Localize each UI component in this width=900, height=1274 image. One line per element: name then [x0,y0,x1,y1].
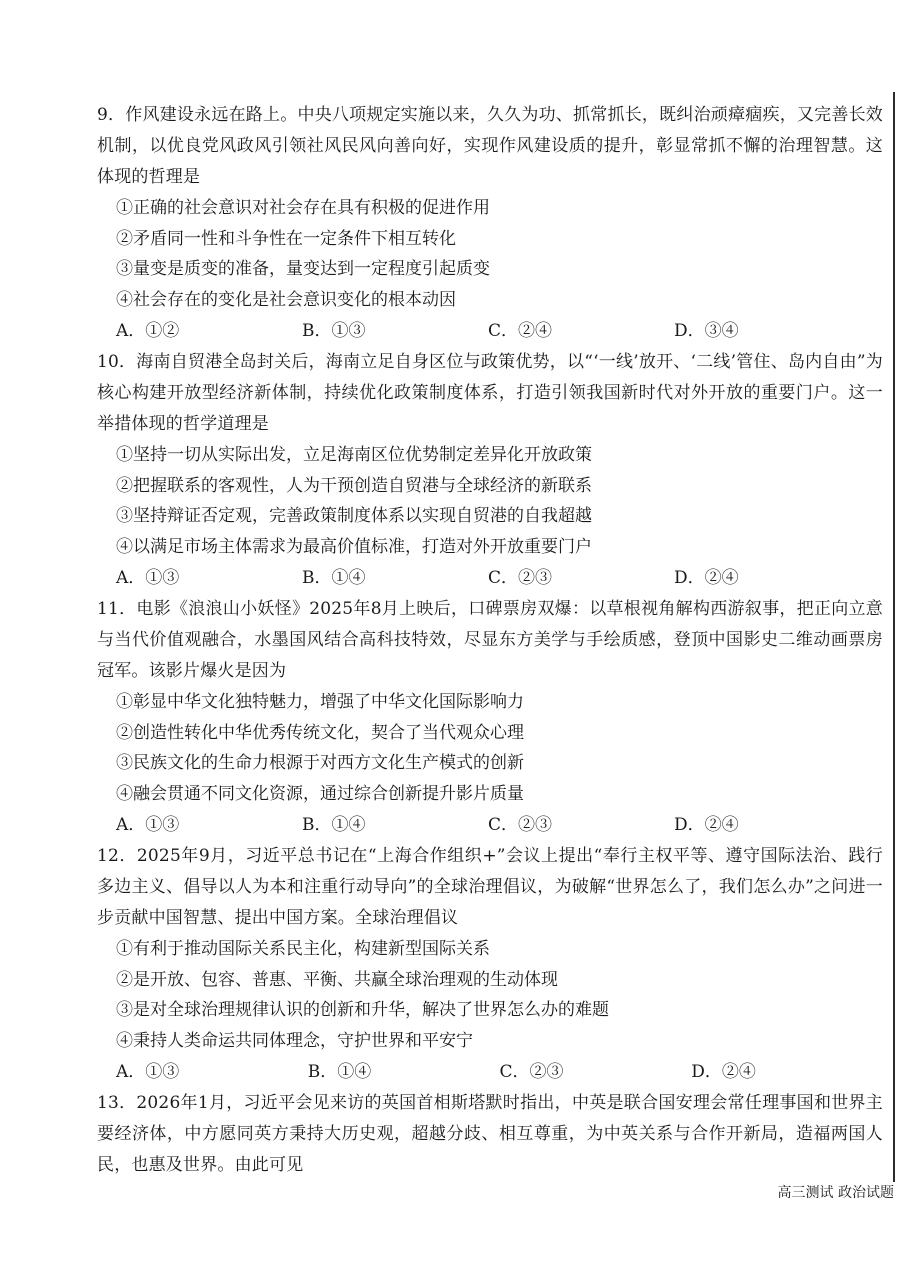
choice-a: A．①③ [116,1062,180,1082]
option-item: ②创造性转化中华优秀传统文化，契合了当代观众心理 [116,722,524,743]
option-item: ①正确的社会意识对社会存在具有积极的促进作用 [116,198,490,218]
option-item: ②把握联系的客观性，人为干预创造自贸港与全球经济的新联系 [116,475,592,496]
option-item: ②是开放、包容、普惠、平衡、共赢全球治理观的生动体现 [116,969,558,990]
option-item: ④秉持人类命运共同体理念，守护世界和平安宁 [116,1030,473,1051]
choice-d: D．③④ [674,321,739,341]
answer-choices [97,315,883,347]
question-13 [97,1088,883,1181]
question-stem: 10．海南自贸港全岛封关后，海南立足自身区位与政策优势，以“‘一线’放开、‘二线’管住、岛内自由”为核心构建开放型经济新体制，持续优化政策制度体系，打造引领我国新时代对外开放的重要门户。这一举措体现的哲学道理是 [97,352,883,434]
option-list [97,687,883,809]
question-stem: 12．2025年9月，习近平总书记在“上海合作组织+”会议上提出“奉行主权平等、遵守国际法治、践行多边主义、倡导以人为本和注重行动导向”的全球治理倡议，为破解“世界怎么了，我们怎么办”之问进一步贡献中国智慧、提出中国方案。全球治理倡议 [97,846,883,928]
option-item: ①彰显中华文化独特魅力，增强了中华文化国际影响力 [116,692,524,712]
answer-choices [97,562,883,594]
choice-a: A．①② [116,321,180,341]
question-9 [97,100,883,347]
question-12 [97,841,883,1088]
option-item: ④以满足市场主体需求为最高价值标准，打造对外开放重要门户 [116,536,592,557]
choice-a: A．①③ [116,568,180,588]
choice-a: A．①③ [116,815,180,835]
option-item: ③是对全球治理规律认识的创新和升华，解决了世界怎么办的难题 [116,1000,609,1020]
choice-d: D．②④ [691,1062,756,1082]
choice-c: C．②④ [488,321,553,341]
option-item: ③民族文化的生命力根源于对西方文化生产模式的创新 [116,753,524,773]
option-item: ②矛盾同一性和斗争性在一定条件下相互转化 [116,228,456,249]
question-11 [97,594,883,841]
page-footer: 高三测试 政治试题 [777,1185,894,1201]
answer-choices [97,1056,883,1088]
choice-b: B．①③ [302,321,366,341]
option-list [97,193,883,315]
choice-b: B．①④ [307,1062,372,1082]
question-10 [97,347,883,594]
option-item: ④融会贯通不同文化资源，通过综合创新提升影片质量 [116,783,524,804]
question-stem: 11．电影《浪浪山小妖怪》2025年8月上映后，口碑票房双爆：以草根视角解构西游叙事，把正向立意与当代价值观融合，水墨国风结合高科技特效，尽显东方美学与手绘质感，登顶中国影史二维动画票房冠军。该影片爆火是因为 [97,599,883,681]
question-stem: 13．2026年1月，习近平会见来访的英国首相斯塔默时指出，中英是联合国安理会常任理事国和世界主要经济体，中方愿同英方秉持大历史观，超越分歧、相互尊重，为中英关系与合作开新局，造福两国人民，也惠及世界。由此可见 [97,1093,883,1175]
choice-c: C．②③ [488,815,553,835]
choice-b: B．①④ [302,568,366,588]
option-item: ④社会存在的变化是社会意识变化的根本动因 [116,289,456,310]
answer-choices [97,809,883,841]
option-item: ③量变是质变的准备，量变达到一定程度引起质变 [116,259,490,279]
choice-d: D．②④ [674,815,739,835]
choice-c: C．②③ [499,1062,564,1082]
choice-c: C．②③ [488,568,553,588]
option-list [97,934,883,1056]
option-item: ③坚持辩证否定观，完善政策制度体系以实现自贸港的自我超越 [116,506,592,526]
question-list [97,100,883,1181]
choice-d: D．②④ [674,568,739,588]
option-item: ①有利于推动国际关系民主化，构建新型国际关系 [116,939,490,959]
option-item: ①坚持一切从实际出发，立足海南区位优势制定差异化开放政策 [116,445,592,465]
choice-b: B．①④ [302,815,366,835]
page-edge-rule [893,92,895,1182]
question-stem: 9．作风建设永远在路上。中央八项规定实施以来，久久为功、抓常抓长，既纠治顽瘴痼疾，又完善长效机制，以优良党风政风引领社风民风向善向好，实现作风建设质的提升，彰显常抓不懈的治理智慧。这体现的哲理是 [97,105,883,187]
option-list [97,440,883,562]
